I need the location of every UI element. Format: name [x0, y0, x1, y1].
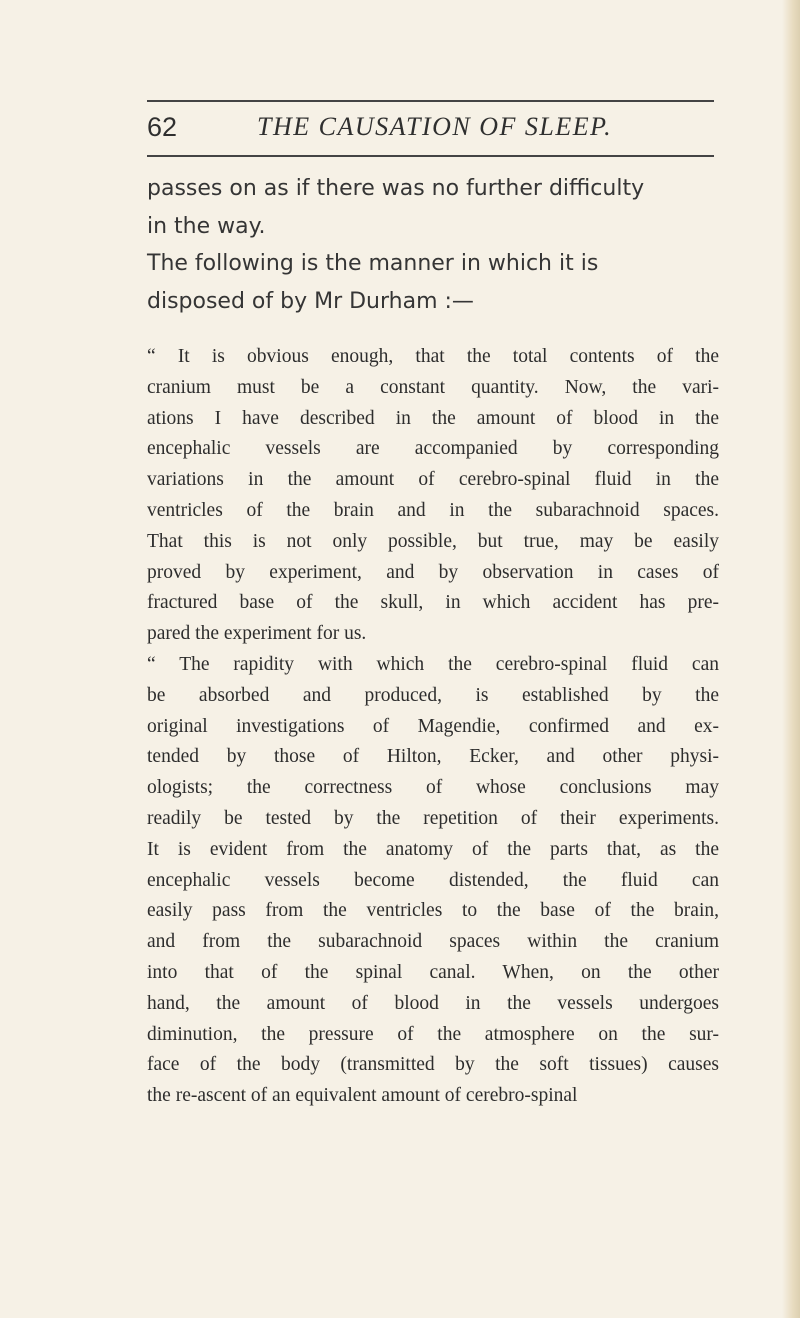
quote-paragraph — [147, 650, 719, 1112]
text-line: fractured base of the skull, in which accident has pre- — [147, 592, 719, 614]
text-line: original investigations of Magendie, confirmed and ex- — [147, 715, 719, 737]
text-line: encephalic vessels are accompanied by corresponding — [147, 438, 719, 460]
text-line: disposed of by Mr Durham :— — [147, 288, 474, 314]
text-line: The following is the manner in which it is — [147, 251, 599, 276]
text-line: variations in the amount of cerebro-spinal fluid in the — [147, 469, 719, 491]
text-line: It is evident from the anatomy of the parts that, as the — [147, 838, 719, 860]
lead-paragraph — [147, 170, 719, 245]
header-bottom-rule — [147, 155, 714, 157]
text-line: ventricles of the brain and in the subarachnoid spaces. — [147, 499, 719, 521]
text-line: in the way. — [147, 213, 266, 239]
text-line: diminution, the pressure of the atmosphere on the sur- — [147, 1023, 719, 1045]
page-edge-shadow — [782, 0, 800, 1318]
text-line: “ The rapidity with which the cerebro-spinal fluid can — [147, 653, 719, 675]
text-line: “ It is obvious enough, that the total contents of the — [147, 346, 719, 367]
quoted-passage — [147, 342, 719, 1112]
text-line: be absorbed and produced, is established by the — [147, 684, 719, 706]
text-line: tended by those of Hilton, Ecker, and other physi- — [147, 746, 719, 768]
text-line: encephalic vessels become distended, the fluid can — [147, 869, 719, 891]
text-line: cranium must be a constant quantity. Now, the vari- — [147, 376, 719, 398]
text-line: pared the experiment for us. — [147, 623, 367, 645]
page-number: 62 — [147, 112, 178, 142]
text-line: proved by experiment, and by observation in cases of — [147, 561, 719, 583]
text-line: the re-ascent of an equivalent amount of cerebro-spinal — [147, 1085, 578, 1107]
page-header — [147, 107, 714, 147]
text-line: passes on as if there was no further difficulty — [147, 176, 645, 201]
header-top-rule — [147, 100, 714, 102]
quote-paragraph — [147, 342, 719, 650]
text-line: That this is not only possible, but true, may be easily — [147, 530, 719, 552]
text-line: into that of the spinal canal. When, on the other — [147, 961, 719, 983]
text-line: and from the subarachnoid spaces within the cranium — [147, 931, 719, 953]
text-line: face of the body (transmitted by the soft tissues) causes — [147, 1054, 719, 1076]
running-head: THE CAUSATION OF SLEEP. — [257, 112, 613, 141]
text-line: ologists; the correctness of whose conclusions may — [147, 777, 719, 799]
text-line: hand, the amount of blood in the vessels undergoes — [147, 992, 719, 1014]
lead-paragraph — [147, 245, 719, 320]
text-line: readily be tested by the repetition of their experiments. — [147, 807, 719, 829]
text-line: easily pass from the ventricles to the base of the brain, — [147, 900, 719, 922]
lead-text — [147, 170, 719, 320]
text-line: ations I have described in the amount of blood in the — [147, 407, 719, 429]
